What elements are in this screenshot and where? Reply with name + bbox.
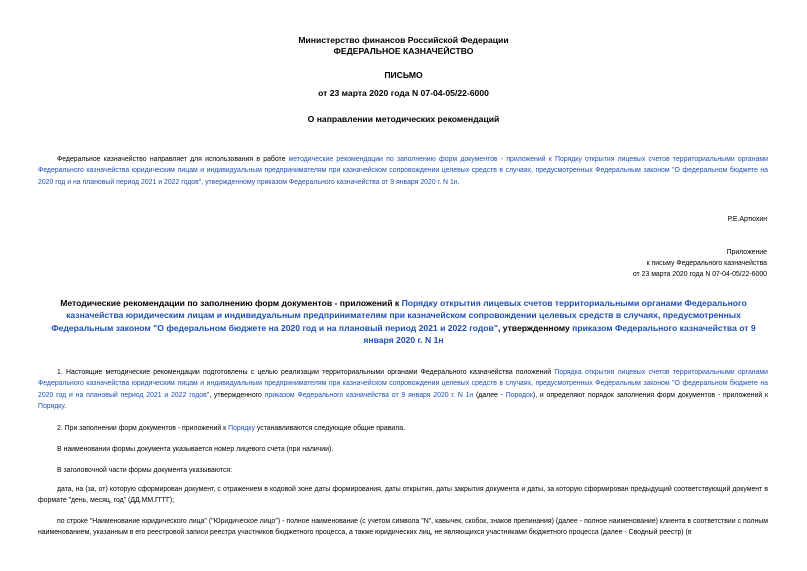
ministry-name: Министерство финансов Российской Федерации: [298, 35, 509, 45]
intro-paragraph: Федеральное казначейство направляет для использования в работе методические рекомендации по заполнению форм документов - приложений к Порядку открытия лицевых счетов территориальными органами Федерального казначейства юридическим лицам и индивидуальным предпринимателям при казначейском сопровождении целевых средств в случаях, предусмотренных Федеральным законом "О федеральном бюджете на 2020 год и на плановый период 2021 и 2022 годов", утвержденному приказом Федерального казначейства от 9 января 2020 г. N 1н.: [38, 156, 768, 186]
order-link[interactable]: приказом Федерального казначейства от 9 января 2020 г. N 1н: [264, 391, 474, 399]
paragraph-6: по строке "Наименование юридического лица" ("Юридическое лицо") - полное наименование (с учетом символа "N", кавычек, скобок, знаков препинания) (далее - полное наименование) клиента в соответствии с полным наименованием, указанным в его реестровой записи реестра участников бюджетного процесса, а также юридических лиц, не являющихся участниками бюджетного процесса (далее - Сводный реестр) (в: [38, 518, 768, 537]
procedure-short-link[interactable]: Порядку: [38, 402, 65, 410]
procedure-link[interactable]: Порядку открытия лицевых счетов территориальными органами Федерального казначейства юридическим лицам и индивидуальным предпринимателям при казначейском сопровождении целевых средств в случаях, предусмотренных Федеральным законом "О федеральном бюджете на 2020 год и на плановый период 2021 и 2022 годов": [51, 298, 747, 333]
order-link[interactable]: приказом Федерального казначейства от 9 января 2020 г. N 1н: [363, 322, 756, 345]
appendix-letter-date: от 23 марта 2020 года N 07-04-05/22-6000: [632, 271, 767, 278]
document-date: от 23 марта 2020 года N 07-04-05/22-6000: [318, 88, 489, 98]
signature: Р.Е.Артюхин: [727, 216, 767, 223]
paragraph-3: В наименовании формы документа указывается номер лицевого счета (при наличии).: [57, 446, 334, 453]
document-type: ПИСЬМО: [384, 70, 423, 80]
procedure-link[interactable]: Порядка открытия лицевых счетов территориальными органами Федерального казначейства юридическим лицам и индивидуальным предпринимателям при казначейском сопровождении целевых средств в случаях, предусмотренных Федеральным законом "О федеральном бюджете на 2020 год и на плановый период 2021 и 2022 годов": [38, 369, 768, 399]
paragraph-2: 2. При заполнении форм документов - приложений к Порядку устанавливаются следующие общие правила.: [57, 425, 405, 432]
treasury-name: ФЕДЕРАЛЬНОЕ КАЗНАЧЕЙСТВО: [333, 46, 474, 56]
paragraph-1: 1. Настоящие методические рекомендации подготовлены с целью реализации территориальными органами Федерального казначейства положений Порядка открытия лицевых счетов территориальными органами Федерального казначейства юридическим лицам и индивидуальным предпринимателям при казначейском сопровождении целевых средств в случаях, предусмотренных Федеральным законом "О федеральном бюджете на 2020 год и на плановый период 2021 и 2022 годов", утвержденного приказом Федерального казначейства от 9 января 2020 г. N 1н (далее - Порядок), и определяют порядок заполнения форм документов - приложений к Порядку.: [38, 369, 768, 410]
procedure-short-link[interactable]: Порядку: [228, 425, 255, 432]
document-subject: О направлении методических рекомендаций: [307, 114, 500, 124]
guidelines-link[interactable]: методические рекомендации по заполнению форм документов - приложений к Порядку открытия лицевых счетов территориальными органами Федерального казначейства юридическим лицам и индивидуальным предпринимателям при казначейском сопровождении целевых средств в случаях, предусмотренных Федеральным законом "О федеральном бюджете на 2020 год и на плановый период 2021 и 2022 годов", утвержденному приказом Федерального казначейства от 9 января 2020 г. N 1н: [38, 156, 768, 186]
main-title: Методические рекомендации по заполнению форм документов - приложений к Порядку открытия лицевых счетов территориальными органами Федерального казначейства юридическим лицам и индивидуальным предпринимателям при казначейском сопровождении целевых средств в случаях, предусмотренных Федеральным законом "О федеральном бюджете на 2020 год и на плановый период 2021 и 2022 годов", утвержденному приказом Федерального казначейства от 9 января 2020 г. N 1н: [51, 298, 756, 345]
paragraph-4: В заголовочной части формы документа указываются:: [57, 467, 233, 474]
paragraph-5: дата, на (за, от) которую сформирован документ, с отражением в кодовой зоне даты формирования, даты открытия, даты закрытия документа и даты, за которую сформирован предыдущий соответствующий документ в формате "день, месяц, год" (ДД.ММ.ГГГГ);: [38, 486, 768, 505]
appendix-label: Приложение: [726, 249, 767, 256]
appendix-letter-ref: к письму Федерального казначейства: [646, 260, 767, 267]
procedure-short-link[interactable]: Порядок: [505, 391, 533, 399]
